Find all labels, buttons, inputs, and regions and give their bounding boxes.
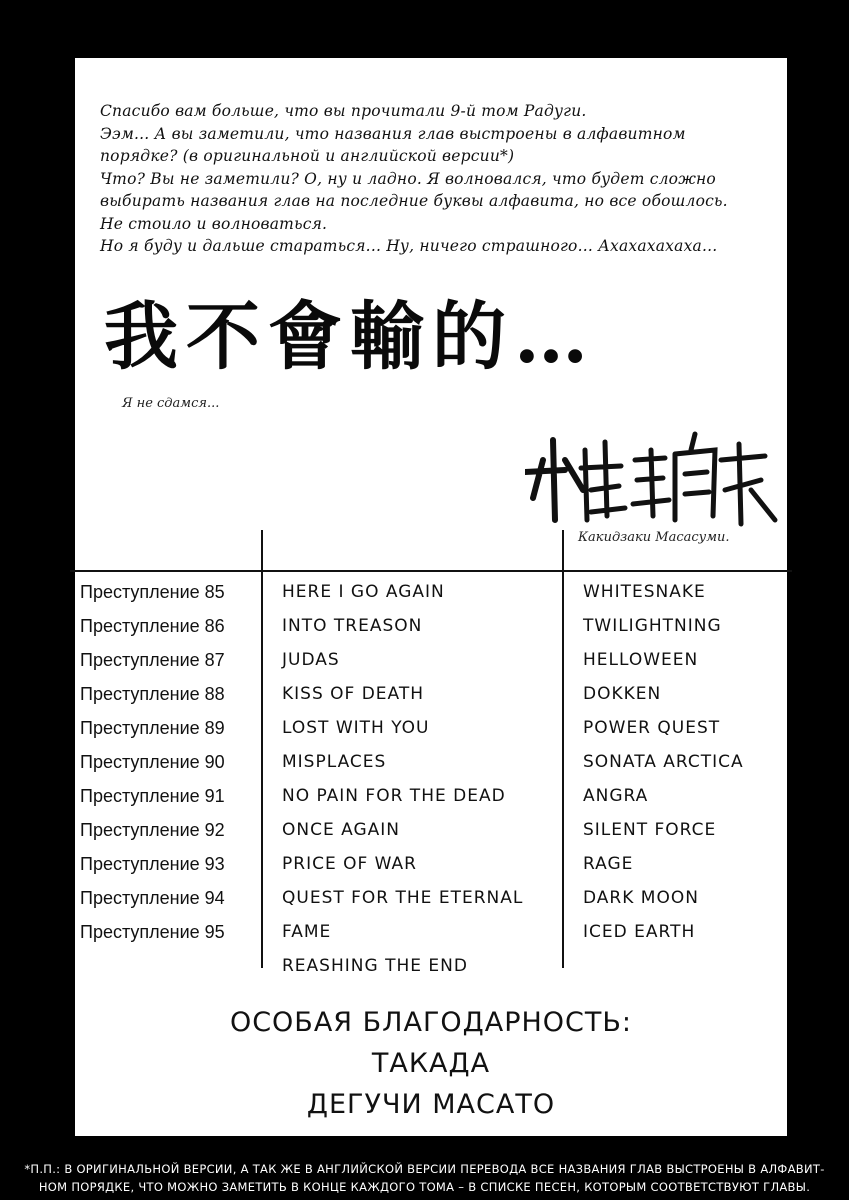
note-line: Что? Вы не заметили? О, ну и ладно. Я волновался, что будет сложно (100, 169, 716, 188)
chapter-song: SILENT FORCE (583, 820, 717, 840)
table-row (70, 882, 792, 918)
chapter-title: NO PAIN FOR THE DEAD (282, 786, 506, 806)
chapter-song: ICED EARTH (583, 922, 696, 942)
chapter-title: MISPLACES (282, 752, 387, 772)
note-line: порядке? (в оригинальной и английской версии*) (100, 147, 515, 165)
chapter-song: WHITESNAKE (583, 582, 706, 602)
thanks-name: ДЕГУЧИ МАСАТО (306, 1089, 556, 1120)
chapter-title: FAME (282, 922, 332, 942)
table-row (70, 916, 792, 952)
note-line: Но я буду и дальше стараться... Ну, ничего страшного... Ахахахахаха... (100, 237, 718, 255)
brush-edge-bottom (70, 1136, 792, 1142)
chapter-song: SONATA ARCTICA (583, 752, 744, 772)
chapter-song: HELLOWEEN (583, 650, 699, 670)
note-line: Не стоило и волноваться. (100, 214, 328, 233)
chapter-title: LOST WITH YOU (282, 718, 430, 738)
brush-edge-top (70, 52, 792, 58)
table-row (70, 576, 792, 612)
chapter-label: Преступление 87 (80, 650, 225, 670)
table-divider (70, 570, 792, 572)
translator-footnote (12, 1160, 837, 1196)
chapter-song: DOKKEN (583, 684, 662, 704)
signature-name: Какидзаки Масасуми. (578, 530, 730, 545)
chapter-song: RAGE (583, 854, 634, 874)
chapter-label: Преступление 89 (80, 718, 225, 738)
chapter-label: Преступление 88 (80, 684, 225, 704)
chapter-title: ONCE AGAIN (282, 820, 400, 840)
calligraphy-translation: Я не сдамся... (122, 396, 220, 411)
chapter-title: REASHING THE END (282, 956, 468, 976)
chapter-title: HERE I GO AGAIN (282, 582, 445, 602)
calligraphy-text: 我不會輸的… (104, 294, 596, 380)
footnote-line: НОМ ПОРЯДКЕ, ЧТО МОЖНО ЗАМЕТИТЬ В КОНЦЕ КАЖДОГО ТОМА – В СПИСКЕ ПЕСЕН, КОТОРЫМ СООТВЕТСТВУЮТ ГЛАВЫ. (38, 1180, 811, 1194)
chapter-title: INTO TREASON (282, 616, 423, 636)
footnote-line: *П.П.: В ОРИГИНАЛЬНОЙ ВЕРСИИ, А ТАК ЖЕ В АНГЛИЙСКОЙ ВЕРСИИ ПЕРЕВОДА ВСЕ НАЗВАНИЯ ГЛАВ ВЫСТРОЕНЫ В АЛФАВИТ- (24, 1162, 825, 1176)
chapter-label: Преступление 95 (80, 922, 225, 942)
chapter-title: JUDAS (282, 650, 340, 670)
table-row (70, 644, 792, 680)
table-row (70, 610, 792, 646)
chapter-label: Преступление 90 (80, 752, 225, 772)
note-line: Спасибо вам больше, что вы прочитали 9-й том Радуги. (100, 102, 587, 120)
chapter-song: POWER QUEST (583, 718, 721, 738)
chapter-title: QUEST FOR THE ETERNAL (282, 888, 524, 908)
chapter-label: Преступление 85 (80, 582, 225, 602)
chapter-label: Преступление 92 (80, 820, 225, 840)
table-row (70, 712, 792, 748)
chapter-label: Преступление 91 (80, 786, 225, 806)
note-line: выбирать названия глав на последние буквы алфавита, но все обошлось. (100, 192, 728, 210)
table-row (70, 678, 792, 714)
thanks-name: ТАКАДА (371, 1048, 491, 1079)
chapter-song: DARK MOON (583, 888, 699, 908)
paper-page (70, 52, 792, 1142)
chapter-label: Преступление 94 (80, 888, 225, 908)
author-signature (525, 420, 785, 540)
chapter-title: PRICE OF WAR (282, 854, 417, 874)
author-note (100, 100, 780, 258)
note-line: Ээм... А вы заметили, что названия глав выстроены в алфавитном (100, 124, 686, 143)
chapter-label: Преступление 86 (80, 616, 225, 636)
table-row (70, 950, 792, 986)
chapter-title: KISS OF DEATH (282, 684, 425, 704)
chapter-song: TWILIGHTNING (583, 616, 722, 636)
table-row (70, 848, 792, 884)
chapter-label: Преступление 93 (80, 854, 225, 874)
table-row (70, 814, 792, 850)
thanks-heading: ОСОБАЯ БЛАГОДАРНОСТЬ: (229, 1007, 633, 1038)
chapter-song: ANGRA (583, 786, 649, 806)
table-row (70, 780, 792, 816)
table-row (70, 746, 792, 782)
